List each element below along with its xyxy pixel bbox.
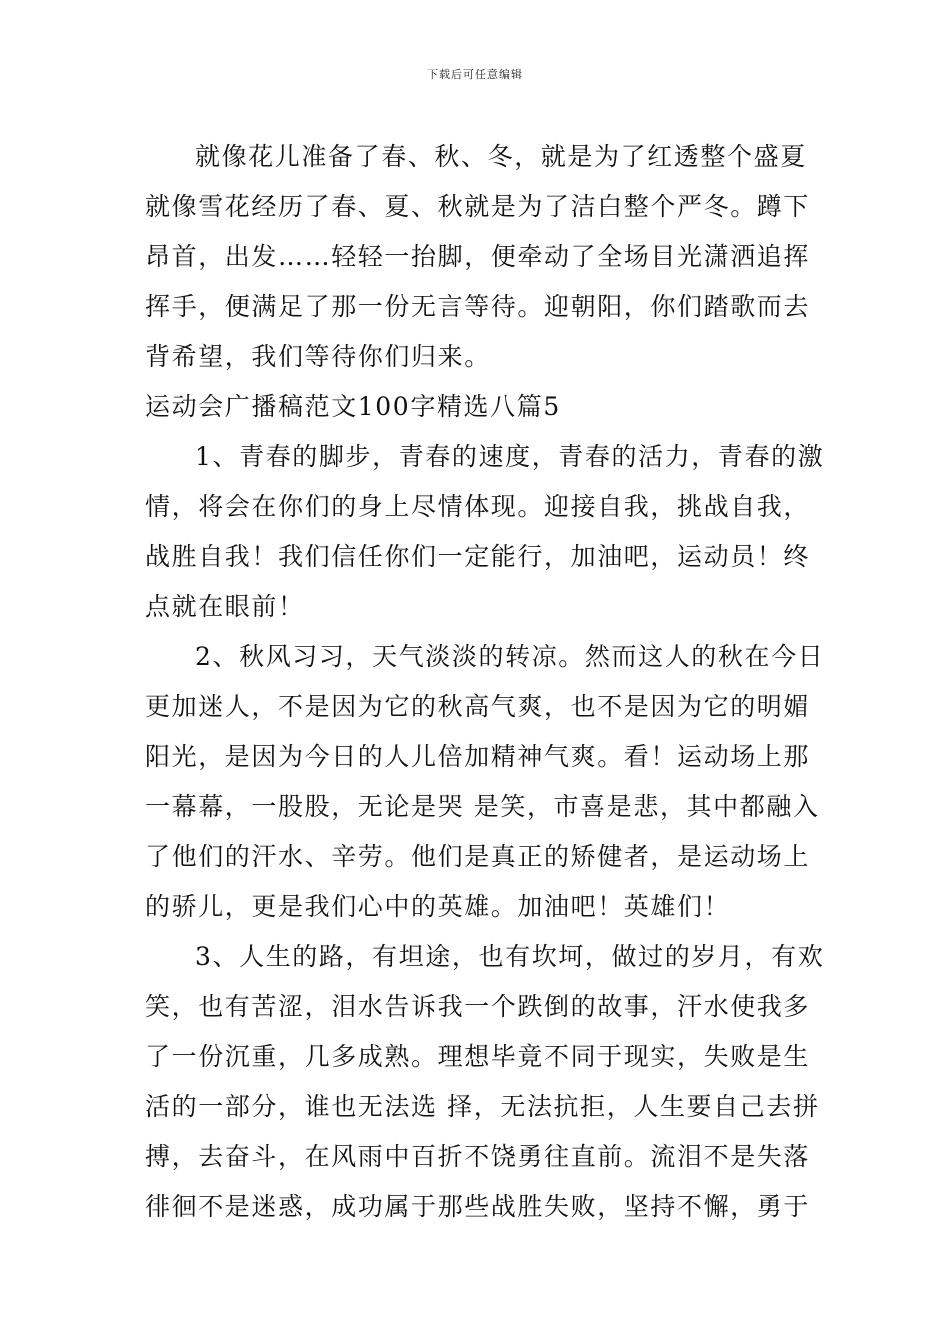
document-body — [145, 132, 825, 1232]
text-line: 一幕幕，一股股，无论是哭 是笑，市喜是悲，其中都融入 — [145, 792, 820, 821]
text-line: 3、人生的路，有坦途，也有坎坷，做过的岁月，有欢 — [195, 942, 825, 971]
text-line: 徘徊不是迷惑，成功属于那些战胜失败，坚持不懈，勇于 — [145, 1192, 811, 1221]
text-line: 背希望，我们等待你们归来。 — [145, 342, 491, 371]
text-line: 搏，去奋斗，在风雨中百折不饶勇往直前。流泪不是失落 — [145, 1142, 811, 1171]
text-line: 挥手，便满足了那一份无言等待。迎朝阳，你们踏歌而去 — [145, 292, 811, 321]
text-line: 就像雪花经历了春、夏、秋就是为了洁白整个严冬。蹲下 — [145, 192, 811, 221]
page-header: 下载后可任意编辑 — [427, 68, 523, 81]
text-line: 更加迷人，不是因为它的秋高气爽，也不是因为它的明媚 — [145, 692, 811, 721]
text-line: 了一份沉重，几多成熟。理想毕竟不同于现实，失败是生 — [145, 1042, 811, 1071]
text-line: 2、秋风习习，天气淡淡的转凉。然而这人的秋在今日 — [195, 642, 825, 671]
text-line: 的骄儿，更是我们心中的英雄。加油吧！英雄们！ — [145, 892, 731, 921]
text-line: 点就在眼前！ — [145, 592, 305, 621]
text-line: 战胜自我！我们信任你们一定能行，加油吧，运动员！终 — [145, 542, 811, 571]
text-line: 昂首，出发……轻轻一抬脚，便牵动了全场目光潇洒追挥 — [145, 242, 811, 271]
text-line: 活的一部分，谁也无法选 择，无法抗拒，人生要自己去拼 — [145, 1092, 820, 1121]
text-line: 就像花儿准备了春、秋、冬，就是为了红透整个盛夏 — [195, 142, 807, 171]
text-line: 情，将会在你们的身上尽情体现。迎接自我，挑战自我， — [145, 492, 811, 521]
text-line: 1、青春的脚步，青春的速度，青春的活力，青春的激 — [195, 442, 825, 471]
text-line: 笑，也有苦涩，泪水告诉我一个跌倒的故事，汗水使我多 — [145, 992, 811, 1021]
section-heading: 运动会广播稿范文100字精选八篇5 — [145, 392, 561, 421]
text-line: 阳光，是因为今日的人儿倍加精神气爽。看！运动场上那 — [145, 742, 811, 771]
text-line: 了他们的汗水、辛劳。他们是真正的矫健者，是运动场上 — [145, 842, 811, 871]
